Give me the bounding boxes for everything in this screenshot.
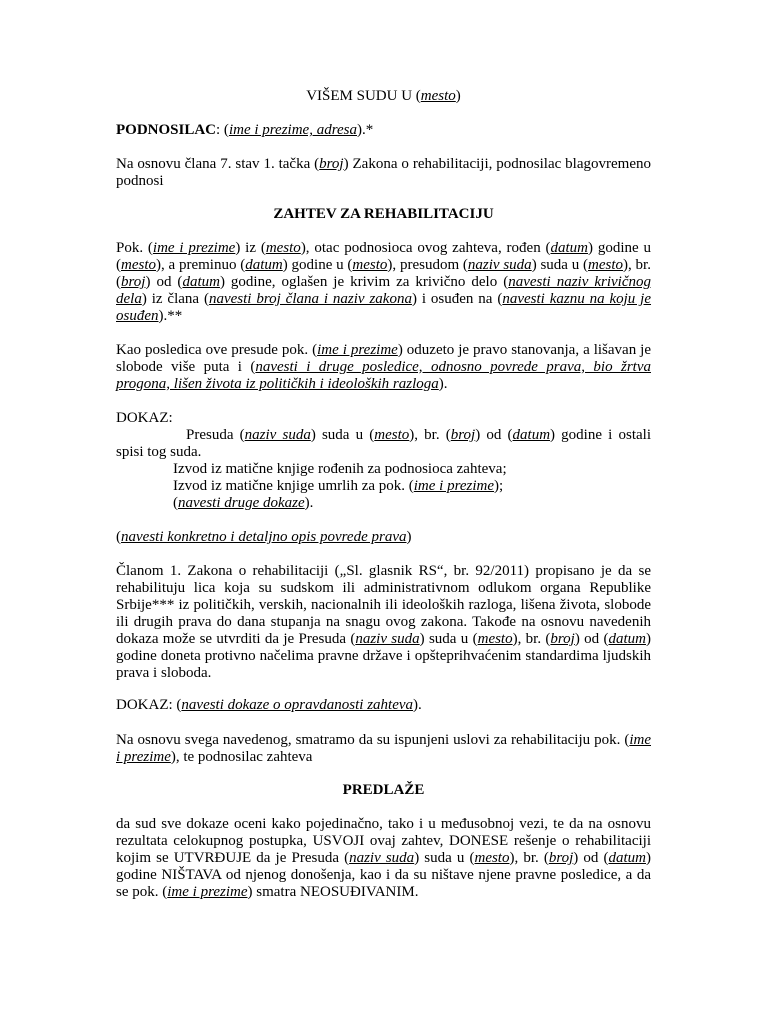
court-header-text-end: ) [455,88,461,104]
placeholder-datum: datum [245,257,283,273]
ev-text-end: ) godine i ostali spisi tog suda. [116,427,651,460]
p1-text: ) od ( [145,274,183,290]
placeholder-naziv-suda: naziv suda [244,427,311,443]
placeholder-dokazi-opravdanost: navesti dokaze o opravdanosti zahteva [181,697,414,713]
request-title: ZAHTEV ZA REHABILITACIJU [273,206,494,222]
placeholder-broj: broj [121,274,146,290]
p5-text-end: ) smatra NEOSUĐIVANIM. [247,884,419,900]
applicant-text-end: ).* [356,122,374,138]
ev4-text-end: ). [413,697,422,713]
intro-text-end: ) Zakona o rehabilitaciji, podnosilac blagovremeno podnosi [116,156,651,189]
p1-text: ), otac podnosioca ovog zahteva, rođen ( [300,240,551,256]
ev3-text: ( [173,495,178,511]
placeholder-opis-povrede: navesti konkretno i detaljno opis povrede prava [121,529,407,545]
placeholder-posledice: navesti i druge posledice, odnosno povrede prava, bio žrtva progona, lišen života iz političkih i ideoloških razloga [116,359,651,392]
placeholder-krivicno-delo: navesti naziv krivičnog dela [116,274,651,307]
p2-text-end: ). [438,376,448,392]
p2-text: ) oduzeto je pravo stanovanja, a lišavan je slobode više puta i ( [116,342,651,375]
p3-text: Članom 1. Zakona o rehabilitaciji („Sl. glasnik RS“, br. 92/2011) propisano je da se rehabilituju lica koja su sudskom ili administrativnom odlukom organa Republike Srbije*** iz političkih, verskih, nacionalnih ili ideoloških razloga, lišena života, slobode ili drugih prava do dana stupanja na snagu ovog zakona. Takođe na osnovu navedenih dokaza može se utvrditi da je Presuda ( [116,563,651,647]
evidence-justification [116,697,651,714]
p1-text: Pok. ( [116,240,153,256]
evidence-label: DOKAZ: [116,410,173,426]
p1-text: ) godine u ( [282,257,353,273]
p1-text: ), presudom ( [387,257,468,273]
placeholder-druge-dokaze: navesti druge dokaze [178,495,305,511]
paragraph-law [116,563,651,682]
placeholder-mesto: mesto [477,631,513,647]
ev3-text-end: ). [304,495,314,511]
p1-text: ), br. ( [116,257,651,290]
p4-text: Na osnovu svega navedenog, smatramo da su ispunjeni uslovi za rehabilitaciju pok. ( [116,732,630,748]
intro-text: Na osnovu člana 7. stav 1. tačka ( [116,156,320,172]
ev-text: ), br. ( [409,427,451,443]
p3-text: ) suda u ( [419,631,478,647]
placeholder-ime-prezime: ime i prezime [413,478,495,494]
placeholder-naziv-suda: naziv suda [355,631,420,647]
evidence-item-other [116,495,651,512]
placeholder-datum: datum [182,274,220,290]
p1-text: ) iz člana ( [141,291,209,307]
placeholder-name-address: ime i prezime, adresa [228,122,357,138]
placeholder-broj: broj [450,427,476,443]
placeholder-mesto: mesto [265,240,301,256]
proposal-title: PREDLAŽE [342,782,425,798]
placeholder-kazna: navesti kaznu na koju je osuđen [116,291,652,324]
applicant-line [116,122,651,139]
placeholder-datum: datum [608,850,646,866]
placeholder-ime-prezime: ime i prezime [116,732,651,765]
ev-text: Presuda ( [186,427,245,443]
ev2-text: Izvod iz matične knjige umrlih za pok. ( [173,478,414,494]
p1-text: ) godine, oglašen je krivim za krivično delo ( [219,274,509,290]
placeholder-ime-prezime: ime i prezime [167,884,248,900]
intro-paragraph [116,156,651,190]
applicant-text: : ( [216,122,229,138]
p5-text: ) godine NIŠTAVA od njenog donošenja, kao i da su ništave njene pravne posledice, a da se pok. ( [116,850,651,900]
p1-text: ) iz ( [235,240,266,256]
violation-text-end: ) [406,529,412,545]
placeholder-mesto: mesto [374,427,410,443]
ev-text: ) od ( [475,427,513,443]
placeholder-mesto: mesto [121,257,156,273]
court-header-text: VIŠEM SUDU U ( [306,88,421,104]
p1-text-end: ).** [158,308,183,324]
p1-text: ) godine u ( [116,240,651,273]
ev-text: ) suda u ( [310,427,375,443]
p5-text: ) suda u ( [414,850,475,866]
evidence-item-death [116,478,651,495]
p1-text: ) i osuđen na ( [411,291,503,307]
evidence-item-birth: Izvod iz matične knjige rođenih za podnosioca zahteva; [173,461,507,477]
p2-text: Kao posledica ove presude pok. ( [116,342,318,358]
placeholder-naziv-suda: naziv suda [349,850,415,866]
applicant-label: PODNOSILAC [116,122,217,138]
placeholder-broj: broj [319,156,344,172]
ev2-text-end: ); [494,478,504,494]
paragraph-details [116,240,651,325]
p1-text: ) suda u ( [531,257,589,273]
placeholder-ime-prezime: ime i prezime [152,240,236,256]
violation-description [116,529,651,546]
placeholder-broj: broj [550,631,575,647]
placeholder-mesto: mesto [474,850,510,866]
placeholder-mesto: mesto [420,88,456,104]
court-header [116,88,651,105]
placeholder-datum: datum [550,240,589,256]
placeholder-mesto: mesto [352,257,388,273]
p3-text: ), br. ( [512,631,551,647]
placeholder-ime-prezime: ime i prezime [317,342,398,358]
violation-text: ( [116,529,121,545]
placeholder-datum: datum [608,631,646,647]
paragraph-consequences [116,342,651,393]
placeholder-broj: broj [548,850,574,866]
p3-text-end: ) godine doneta protivno načelima pravne države i opšteprihvaćenim standardima ljudskih prava i sloboda. [116,631,651,681]
placeholder-datum: datum [512,427,551,443]
placeholder-mesto: mesto [588,257,624,273]
p5-text: ) od ( [573,850,609,866]
p3-text: ) od ( [574,631,609,647]
ev4-text: DOKAZ: ( [116,697,182,713]
p5-text: da sud sve dokaze oceni kako pojedinačno, tako i u međusobnoj vezi, te da na osnovu rezultata celokupnog postupka, USVOJI ovaj zahtev, DONESE rešenje o rehabilitaciji kojim se UTVRĐUJE da je Presuda ( [116,816,651,866]
p5-text: ), br. ( [509,850,549,866]
p1-text: ), a preminuo ( [156,257,246,273]
placeholder-clan-zakona: navesti broj člana i naziv zakona [208,291,412,307]
paragraph-proposal [116,816,651,901]
evidence-judgment [116,427,651,461]
p4-text-end: ), te podnosilac zahteva [170,749,313,765]
placeholder-naziv-suda: naziv suda [467,257,532,273]
paragraph-conclusion [116,732,651,766]
